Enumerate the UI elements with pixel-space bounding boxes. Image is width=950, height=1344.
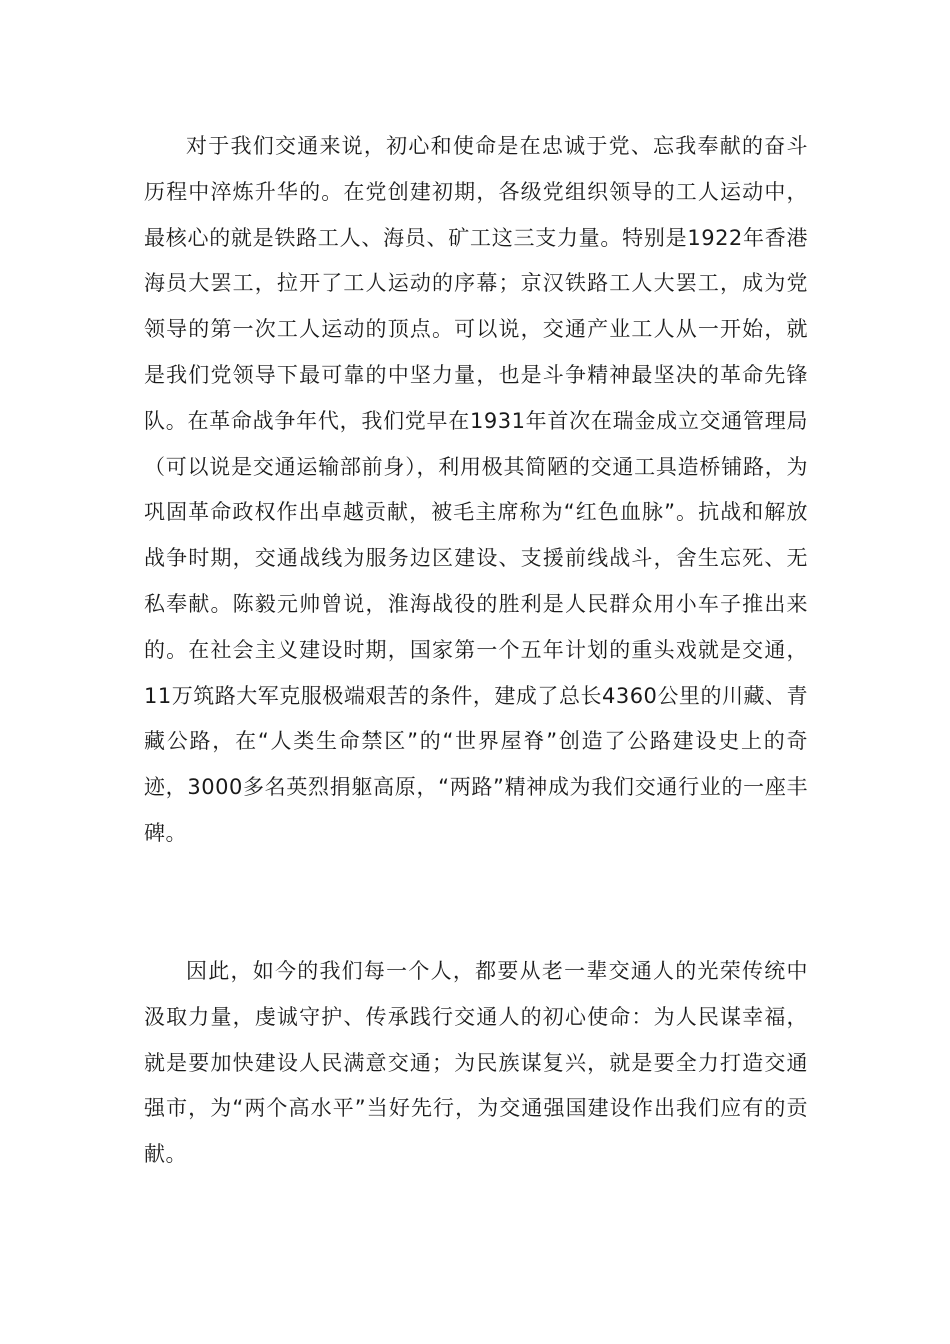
paragraph-conclusion: 因此，如今的我们每一个人，都要从老一辈交通人的光荣传统中汲取力量，虔诚守护、传承践行交通人的初心使命：为人民谋幸福，就是要加快建设人民满意交通；为民族谋复兴，就是要全力打造交通强市，为“两个高水平”当好先行，为交通强国建设作出我们应有的贡献。	[144, 959, 808, 1167]
paragraph-history: 对于我们交通来说，初心和使命是在忠诚于党、忘我奉献的奋斗历程中淬炼升华的。在党创建初期，各级党组织领导的工人运动中，最核心的就是铁路工人、海员、矿工这三支力量。特别是1922年香港海员大罢工，拉开了工人运动的序幕；京汉铁路工人大罢工，成为党领导的第一次工人运动的顶点。可以说，交通产业工人从一开始，就是我们党领导下最可靠的中坚力量，也是斗争精神最坚决的革命先锋队。在革命战争年代，我们党早在1931年首次在瑞金成立交通管理局（可以说是交通运输部前身），利用极其简陋的交通工具造桥铺路，为巩固革命政权作出卓越贡献，被毛主席称为“红色血脉”。抗战和解放战争时期，交通战线为服务边区建设、支援前线战斗，舍生忘死、无私奉献。陈毅元帅曾说，淮海战役的胜利是人民群众用小车子推出来的。在社会主义建设时期，国家第一个五年计划的重头戏就是交通，11万筑路大军克服极端艰苦的条件，建成了总长4360公里的川藏、青藏公路，在“人类生命禁区”的“世界屋脊”创造了公路建设史上的奇迹，3000多名英烈捐躯高原，“两路”精神成为我们交通行业的一座丰碑。	[144, 134, 808, 845]
